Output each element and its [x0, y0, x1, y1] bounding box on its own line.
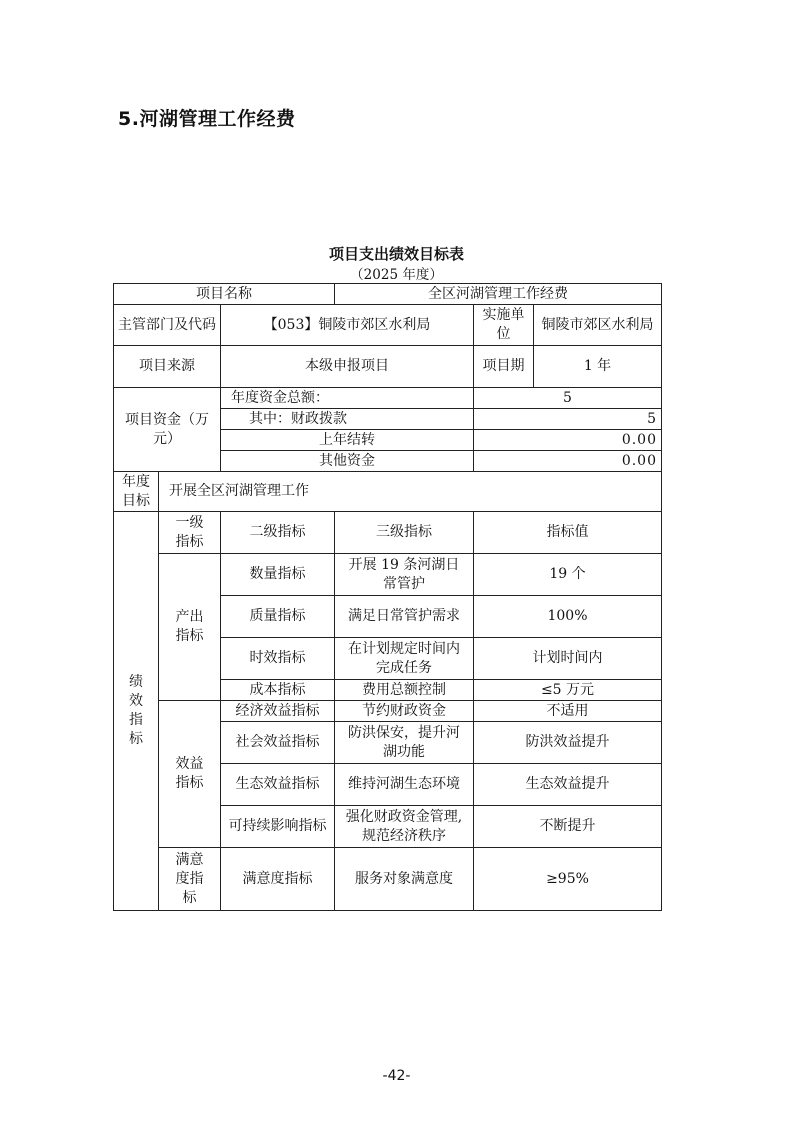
- benefit-l3: 维持河湖生态环境: [335, 764, 474, 806]
- output-value: 100%: [474, 596, 662, 638]
- output-value: ≤5 万元: [474, 680, 662, 701]
- satisfaction-indicator-label: 满意度指标: [159, 848, 221, 911]
- output-l2: 成本指标: [221, 680, 335, 701]
- funds-label: 项目资金（万元）: [114, 388, 221, 472]
- benefit-l3: 节约财政资金: [335, 701, 474, 722]
- output-l3: 费用总额控制: [335, 680, 474, 701]
- table-title: 项目支出绩效目标表: [328, 245, 464, 263]
- performance-target-table: [113, 283, 662, 911]
- benefit-value: 生态效益提升: [474, 764, 662, 806]
- table-row: [114, 554, 662, 596]
- period-value: 1 年: [534, 346, 662, 388]
- benefit-value: 不适用: [474, 701, 662, 722]
- table-row: [114, 346, 662, 388]
- funds-other-value: 0.00: [474, 451, 662, 472]
- perf-indicator-label: 绩效指标: [114, 512, 159, 911]
- table-row: [114, 512, 662, 554]
- header-level1: 一级指标: [159, 512, 221, 554]
- funds-fiscal-value: 5: [474, 409, 662, 430]
- table-row: [114, 388, 662, 409]
- funds-carryover-value: 0.00: [474, 430, 662, 451]
- header-level2: 二级指标: [221, 512, 335, 554]
- output-value: 计划时间内: [474, 638, 662, 680]
- source-label: 项目来源: [114, 346, 221, 388]
- table-row: [114, 472, 662, 512]
- benefit-l2: 生态效益指标: [221, 764, 335, 806]
- project-name-value: 全区河湖管理工作经费: [335, 284, 662, 305]
- output-l2: 数量指标: [221, 554, 335, 596]
- output-l3: 开展 19 条河湖日常管护: [335, 554, 474, 596]
- table-row: [114, 848, 662, 911]
- satisfaction-value: ≥95%: [474, 848, 662, 911]
- benefit-l3: 强化财政资金管理,规范经济秩序: [335, 806, 474, 848]
- benefit-l3: 防洪保安，提升河湖功能: [335, 722, 474, 764]
- impl-label: 实施单位: [474, 305, 534, 346]
- satisfaction-l2: 满意度指标: [221, 848, 335, 911]
- output-value: 19 个: [474, 554, 662, 596]
- table-row: [114, 305, 662, 346]
- funds-total-label: 年度资金总额：: [221, 388, 474, 409]
- output-indicator-label: 产出指标: [159, 554, 221, 701]
- table-row: [114, 284, 662, 305]
- output-l2: 时效指标: [221, 638, 335, 680]
- section-title: 5.河湖管理工作经费: [118, 108, 296, 130]
- benefit-l2: 经济效益指标: [221, 701, 335, 722]
- source-value: 本级申报项目: [221, 346, 474, 388]
- funds-fiscal-label: 其中：财政拨款: [221, 409, 474, 430]
- dept-label: 主管部门及代码: [114, 305, 221, 346]
- dept-value: 【053】铜陵市郊区水利局: [221, 305, 474, 346]
- header-level3: 三级指标: [335, 512, 474, 554]
- page-number: -42-: [382, 1068, 411, 1084]
- funds-other-label: 其他资金: [221, 451, 474, 472]
- project-name-label: 项目名称: [114, 284, 335, 305]
- benefit-value: 不断提升: [474, 806, 662, 848]
- benefit-l2: 社会效益指标: [221, 722, 335, 764]
- table-subtitle: （2025 年度）: [350, 267, 443, 283]
- header-value: 指标值: [474, 512, 662, 554]
- table-row: [114, 701, 662, 722]
- benefit-value: 防洪效益提升: [474, 722, 662, 764]
- period-label: 项目期: [474, 346, 534, 388]
- annual-goal-label: 年度目标: [114, 472, 159, 512]
- output-l3: 满足日常管护需求: [335, 596, 474, 638]
- satisfaction-l3: 服务对象满意度: [335, 848, 474, 911]
- output-l2: 质量指标: [221, 596, 335, 638]
- benefit-indicator-label: 效益指标: [159, 701, 221, 848]
- annual-goal-value: 开展全区河湖管理工作: [159, 472, 662, 512]
- funds-total-value: 5: [474, 388, 662, 409]
- impl-value: 铜陵市郊区水利局: [534, 305, 662, 346]
- benefit-l2: 可持续影响指标: [221, 806, 335, 848]
- output-l3: 在计划规定时间内完成任务: [335, 638, 474, 680]
- funds-carryover-label: 上年结转: [221, 430, 474, 451]
